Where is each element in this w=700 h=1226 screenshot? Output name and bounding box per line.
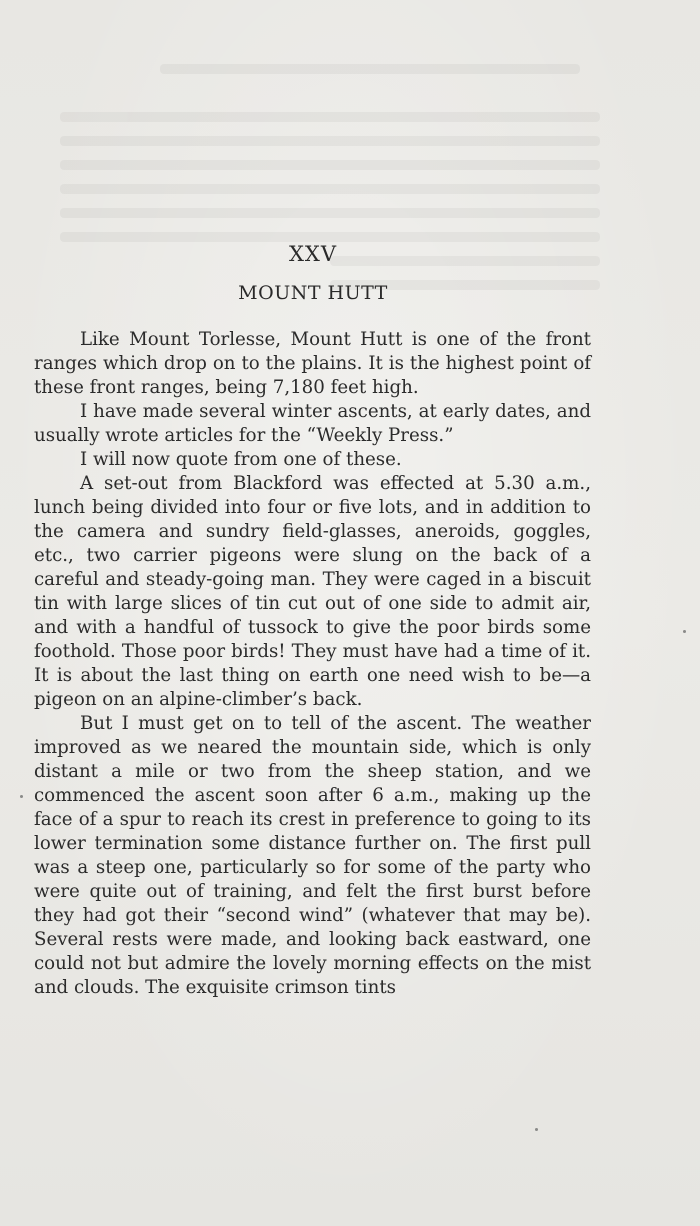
chapter-title: MOUNT HUTT	[238, 282, 388, 304]
paragraph: A set-out from Blackford was effected at 5.30 a.m., lunch being divided into four or five lots, and in addition to the camera and sundry field-glasses, aneroids, goggles, etc., two carrier pigeons were slung on the back of a careful and steady-going man. They were caged in a biscuit tin with large slices of tin cut out of one side to admit air, and with a handful of tussock to give the poor birds some foothold. Those poor birds! They must have had a time of it. It is about the last thing on earth one need wish to be—a pigeon on an alpine-climber’s back.	[34, 473, 591, 710]
body-text	[34, 328, 591, 1000]
paper-speck	[535, 1128, 538, 1131]
paragraph: I have made several winter ascents, at early dates, and usually wrote articles for the “Weekly Press.”	[34, 401, 591, 446]
paragraph: I will now quote from one of these.	[80, 449, 402, 470]
paragraph: Like Mount Torlesse, Mount Hutt is one of the front ranges which drop on to the plains. It is the highest point of these front ranges, being 7,180 feet high.	[34, 329, 591, 398]
chapter-number: XXV	[288, 242, 338, 266]
paper-speck	[20, 795, 23, 798]
paragraph: But I must get on to tell of the ascent. The weather improved as we neared the mountain side, which is only distant a mile or two from the sheep station, and we commenced the ascent soon after 6 a.m., making up the face of a spur to reach its crest in preference to going to its lower termination some distance further on. The first pull was a steep one, particularly so for some of the party who were quite out of training, and felt the first burst before they had got their “second wind” (whatever that may be). Several rests were made, and looking back eastward, one could not but admire the lovely morning effects on the mist and clouds. The exquisite crimson tints	[34, 713, 591, 998]
paper-speck	[683, 630, 686, 633]
